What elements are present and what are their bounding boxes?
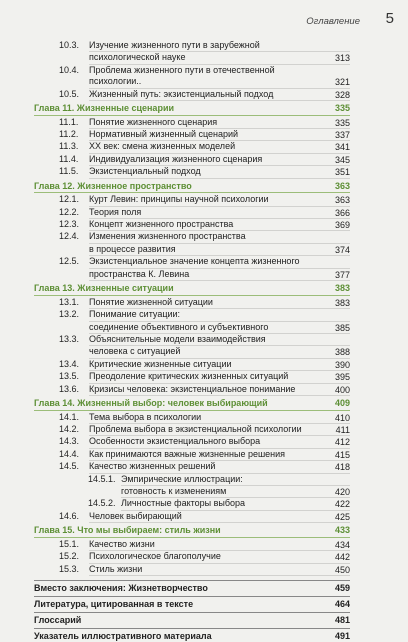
section-page-number: 425 (334, 511, 350, 522)
chapter-title: Глава 12. Жизненное пространство (34, 180, 192, 191)
chapter-heading[interactable] (34, 283, 350, 296)
section-number: 12.5. (59, 256, 80, 267)
section-title-line: Теория поля (89, 207, 350, 219)
section-page-number: 395 (334, 372, 350, 383)
toc-section[interactable] (34, 309, 350, 334)
section-page-number: 418 (334, 462, 350, 473)
section-title-line: психологической науке (89, 52, 350, 64)
toc-section[interactable] (34, 89, 350, 101)
chapter-title: Глава 15. Что мы выбираем: стиль жизни (34, 525, 221, 536)
section-page-number: 412 (334, 437, 350, 448)
toc-section[interactable] (34, 231, 350, 256)
section-number: 12.3. (59, 219, 80, 230)
section-page-number: 369 (334, 220, 350, 231)
page-header (0, 10, 394, 30)
toc-section[interactable] (34, 436, 350, 448)
chapter-page-number: 433 (334, 525, 350, 536)
section-title-line: Курт Левин: принципы научной психологии (89, 194, 350, 206)
chapter-heading[interactable] (34, 398, 350, 411)
chapter-heading[interactable] (34, 103, 350, 116)
chapter-title: Глава 14. Жизненный выбор: человек выбирающий (34, 397, 268, 408)
section-page-number: 442 (334, 552, 350, 563)
section-title-line: Эмпирические иллюстрации: (121, 474, 350, 486)
section-number: 11.1. (59, 116, 79, 127)
section-number: 10.3. (59, 40, 80, 50)
section-title-line: Личностные факторы выбора (121, 498, 350, 510)
section-number: 11.2. (59, 129, 79, 140)
section-number: 12.1. (59, 194, 80, 205)
toc-section[interactable] (34, 154, 350, 166)
toc-section[interactable] (34, 166, 350, 178)
chapter-heading[interactable] (34, 181, 350, 194)
section-number: 15.3. (59, 563, 80, 574)
chapter-page-number: 409 (334, 397, 350, 408)
section-title-line: пространства К. Левина (89, 269, 350, 281)
section-page-number: 388 (334, 347, 350, 358)
section-title-line: Экзистенциальный подход (89, 166, 350, 178)
section-page-number: 328 (334, 89, 350, 100)
section-number: 14.5. (59, 461, 80, 472)
toc-subsection[interactable] (34, 498, 350, 510)
toc-section[interactable] (34, 117, 350, 129)
chapter-title: Глава 13. Жизненные ситуации (34, 283, 174, 294)
back-matter-entry[interactable] (34, 628, 350, 642)
back-matter-page-number: 464 (334, 599, 350, 609)
section-title-line: Экзистенциальное значение концепта жизненного (89, 256, 350, 268)
section-title-line: Как принимаются важные жизненные решения (89, 449, 350, 461)
toc-section[interactable] (34, 412, 350, 424)
back-matter-entry[interactable] (34, 612, 350, 626)
section-page-number: 374 (334, 244, 350, 255)
section-title-line: Объяснительные модели взаимодействия (89, 334, 350, 346)
toc-section[interactable] (34, 511, 350, 523)
section-page-number: 422 (334, 499, 350, 510)
section-number: 13.3. (59, 333, 80, 344)
section-number: 11.3. (59, 141, 79, 152)
toc-section[interactable] (34, 424, 350, 436)
section-title-line: Проблема выбора в экзистенциальной психологии (89, 424, 350, 436)
section-number: 15.2. (59, 551, 80, 562)
section-page-number: 383 (334, 297, 350, 308)
section-title-line: Жизненный путь: экзистенциальный подход (89, 89, 350, 101)
section-page-number: 400 (334, 384, 350, 395)
section-page-number: 335 (334, 117, 350, 128)
section-page-number: 351 (334, 167, 350, 178)
section-number: 13.4. (59, 358, 80, 369)
toc-section[interactable] (34, 564, 350, 576)
section-page-number: 363 (334, 195, 350, 206)
section-title-line: соединение объективного и субъективного (89, 322, 350, 334)
section-title-line: в процессе развития (89, 244, 350, 256)
toc-section[interactable] (34, 371, 350, 383)
back-matter-entry[interactable] (34, 580, 350, 594)
section-title-line: Стиль жизни (89, 564, 350, 576)
back-matter-title: Вместо заключения: Жизнетворчество (34, 583, 208, 593)
chapter-title: Глава 11. Жизненные сценарии (34, 103, 175, 114)
chapter-page-number: 335 (334, 103, 350, 114)
toc-section[interactable] (34, 359, 350, 371)
section-title-line: Критические жизненные ситуации (89, 359, 350, 371)
section-page-number: 337 (334, 130, 350, 141)
toc-section[interactable] (34, 141, 350, 153)
section-number: 15.1. (59, 538, 80, 549)
section-title-line: Нормативный жизненный сценарий (89, 129, 350, 141)
section-page-number: 415 (334, 449, 350, 460)
toc-section[interactable] (34, 334, 350, 359)
section-number: 14.4. (59, 448, 80, 459)
section-number: 11.5. (59, 166, 79, 177)
table-of-contents (34, 40, 350, 642)
toc-section[interactable] (34, 551, 350, 563)
section-number: 14.1. (59, 411, 80, 422)
section-title-line: XX век: смена жизненных моделей (89, 141, 350, 153)
section-number: 14.2. (59, 423, 80, 434)
back-matter-title: Глоссарий (34, 615, 82, 625)
chapter-heading[interactable] (34, 525, 350, 538)
section-page-number: 434 (334, 539, 350, 550)
section-title-line: Преодоление критических жизненных ситуаций (89, 371, 350, 383)
toc-section[interactable] (34, 40, 350, 65)
section-title-line: Концепт жизненного пространства (89, 219, 350, 231)
section-page-number: 420 (334, 486, 350, 497)
section-title-line: Изменения жизненного пространства (89, 231, 350, 243)
section-number: 13.5. (59, 371, 80, 382)
toc-section[interactable] (34, 297, 350, 309)
section-title-line: Понятие жизненной ситуации (89, 297, 350, 309)
section-number: 12.4. (59, 231, 80, 242)
section-title-line: Изучение жизненного пути в зарубежной (89, 40, 350, 52)
section-title-line: Кризисы человека: экзистенциальное понимание (89, 384, 350, 396)
section-title-line: готовность к изменениям (121, 486, 350, 498)
section-title-line: Качество жизни (89, 539, 350, 551)
section-title-line: Психологическое благополучие (89, 551, 350, 563)
section-page-number: 411 (335, 424, 350, 435)
section-number: 13.6. (59, 383, 80, 394)
section-page-number: 313 (334, 53, 350, 64)
chapter-page-number: 383 (334, 283, 350, 294)
section-title-line: Понимание ситуации: (89, 309, 350, 321)
toc-section[interactable] (34, 449, 350, 461)
section-title-line: Тема выбора в психологии (89, 412, 350, 424)
section-title-line: Понятие жизненного сценария (89, 117, 350, 129)
toc-section[interactable] (34, 384, 350, 396)
section-number: 13.2. (59, 309, 80, 320)
toc-section[interactable] (34, 194, 350, 206)
toc-section[interactable] (34, 65, 350, 89)
section-number: 11.4. (59, 153, 79, 164)
section-number: 14.3. (59, 436, 80, 447)
section-page-number: 321 (334, 77, 350, 88)
toc-section[interactable] (34, 219, 350, 231)
toc-section[interactable] (34, 256, 350, 281)
section-page-number: 366 (334, 207, 350, 218)
section-title-line: Проблема жизненного пути в отечественной психологии.. (89, 65, 350, 89)
section-title-line: Индивидуализация жизненного сценария (89, 154, 350, 166)
running-title: Оглавление (306, 16, 360, 27)
section-number: 13.1. (59, 296, 80, 307)
back-matter-page-number: 491 (334, 631, 350, 641)
section-number: 12.2. (59, 206, 80, 217)
toc-subsection[interactable] (34, 474, 350, 499)
section-page-number: 450 (334, 564, 350, 575)
back-matter-page-number: 481 (334, 615, 350, 625)
toc-section[interactable] (34, 539, 350, 551)
back-matter-entry[interactable] (34, 596, 350, 610)
back-matter-page-number: 459 (334, 583, 350, 593)
back-matter-title: Литература, цитированная в тексте (34, 599, 194, 609)
chapter-page-number: 363 (334, 180, 350, 191)
toc-section[interactable] (34, 461, 350, 473)
page-number: 5 (385, 10, 394, 27)
section-number: 14.6. (59, 510, 80, 521)
section-page-number: 345 (334, 154, 350, 165)
section-page-number: 341 (334, 142, 350, 153)
back-matter-title: Указатель иллюстративного материала (34, 631, 212, 641)
section-title-line: человека с ситуацией (89, 346, 350, 358)
section-page-number: 385 (334, 322, 350, 333)
section-title-line: Человек выбирающий (89, 511, 350, 523)
section-number: 10.4. (59, 64, 80, 75)
toc-section[interactable] (34, 129, 350, 141)
section-number: 10.5. (59, 88, 80, 99)
toc-section[interactable] (34, 207, 350, 219)
section-page-number: 410 (334, 412, 350, 423)
section-page-number: 390 (334, 359, 350, 370)
section-number: 14.5.2. (88, 498, 116, 509)
section-title-line: Особенности экзистенциального выбора (89, 436, 350, 448)
section-page-number: 377 (334, 269, 350, 280)
section-title-line: Качество жизненных решений (89, 461, 350, 473)
section-number: 14.5.1. (88, 473, 116, 484)
